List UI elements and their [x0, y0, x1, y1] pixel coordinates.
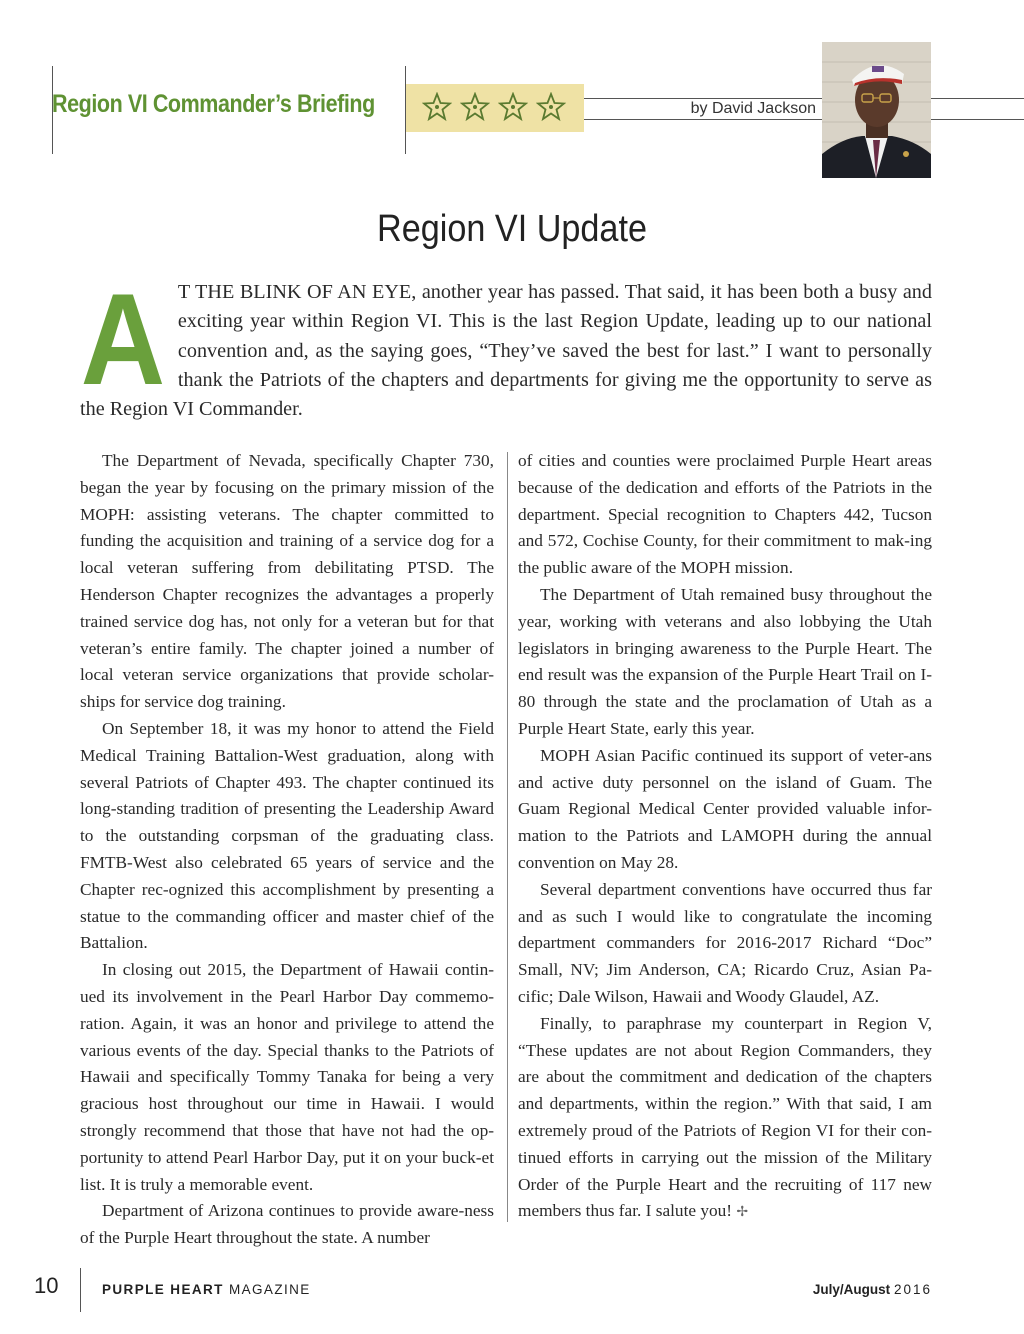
- body-paragraph: Several department conventions have occurred thus far and as such I would like to congratulate the incoming department commanders for 2016-2017 Richard “Doc” Small, NV; Jim Anderson, CA; Ricardo Cruz, Asian Pa-cific; Dale Wilson, Hawaii and Woody Glaudel, AZ.: [518, 879, 932, 1006]
- body-paragraph: On September 18, it was my honor to attend the Field Medical Training Battalion-West graduation, along with several Patriots of Chapter 493. The chapter continued its long-standing tradition of presenting the Leadership Award to the outstanding corpsman of the graduating class. FMTB-West also celebrated 65 years of service and the Chapter rec-ognized this accomplishment by presenting a statue to the commanding officer and master chief of the Battalion.: [80, 718, 494, 953]
- drop-cap: A: [80, 266, 166, 412]
- body-paragraph: In closing out 2015, the Department of Hawaii contin-ued its involvement in the Pearl Harbor Day commemo-ration. Again, it was an honor and privilege to attend the various events of the day. Special thanks to the Patriots of Hawaii and specifically Tommy Tanaka for being a very gracious host throughout our time in Hawaii. I would strongly recommend that those that have not had the op-portunity to attend Pearl Harbor Day, put it on your buck-et list. It is truly a memorable event.: [80, 960, 494, 1194]
- closing-text: Finally, to paraphrase my counterpart in Region V, “These updates are not about Region Commanders, they are about the commitment and dedication of the chapters and departments, within the region.” With that said, I am extremely proud of the Patriots of Region VI for their con-tinued efforts in carrying out the mission of the Military Order of the Purple Heart and the recruiting of 117 new members thus far. I salute you!: [518, 1013, 932, 1221]
- issue-months: July/August: [812, 1282, 891, 1297]
- header-top-rule: [584, 98, 822, 99]
- section-title: Region VI Commander’s Briefing: [52, 90, 375, 118]
- star-outline-icon: [536, 92, 566, 122]
- star-band: [406, 84, 584, 132]
- right-column: [518, 448, 932, 1227]
- column-divider: [507, 452, 508, 1222]
- body-paragraph: The Department of Nevada, specifically Chapter 730, began the year by focusing on the primary mission of the MOPH: assisting veterans. The chapter committed to funding the acquisition and training of a service dog for a local veteran suffering from debilitating PTSD. The Henderson Chapter recognizes the advantages a properly trained service dog has, not only for a veteran but for that veteran’s entire family. The chapter joined a number of local veteran service organizations that provide scholar-ships for service dog training.: [80, 451, 494, 712]
- star-outline-icon: [422, 92, 452, 122]
- closing-paragraph: [518, 1011, 932, 1227]
- star-outline-icon: [498, 92, 528, 122]
- author-portrait-image: [822, 42, 931, 178]
- left-column: [80, 448, 494, 1252]
- lead-paragraph: [80, 266, 932, 424]
- header-right-bottom-rule: [931, 119, 1024, 120]
- magazine-name-bold: PURPLE HEART: [102, 1282, 224, 1297]
- magazine-name: [102, 1282, 311, 1297]
- end-mark-icon: ✢: [736, 1205, 749, 1221]
- body-paragraph-continuation: of cities and counties were proclaimed Purple Heart areas because of the dedication and efforts of the Patriots in the department. Special recognition to Chapters 442, Tucson and 572, Cochise County, for their commitment to mak-ing the public aware of the MOPH mission.: [518, 451, 932, 578]
- body-paragraph: The Department of Utah remained busy throughout the year, working with veterans and also lobbying the Utah legislators in bringing awareness to the Purple Heart. The end result was the expansion of the Purple Heart Trail on I-80 through the state and the proclamation of Utah as a Purple Heart State, early this year.: [518, 584, 932, 738]
- header-bottom-rule: [584, 119, 822, 120]
- issue-year: 2016: [893, 1282, 932, 1297]
- issue-date: [813, 1282, 932, 1297]
- footer-divider: [80, 1268, 81, 1312]
- page-number: 10: [34, 1273, 59, 1298]
- header-right-top-rule: [931, 98, 1024, 99]
- body-paragraph: MOPH Asian Pacific continued its support of veter-ans and active duty personnel on the island of Guam. The Guam Regional Medical Center provided valuable infor-mation to the Patriots and LAMOPH during the annual convention on May 28.: [518, 745, 932, 872]
- body-paragraph: Department of Arizona continues to provide aware-ness of the Purple Heart throughout the state. A number: [80, 1201, 494, 1248]
- author-photo: [822, 42, 931, 178]
- byline: by David Jackson: [690, 100, 816, 117]
- star-outline-icon: [460, 92, 490, 122]
- lead-text: T THE BLINK OF AN EYE, another year has passed. That said, it has been both a busy and exciting year within Region VI. This is the last Region Update, leading up to our national convention and, as the saying goes, “They’ve saved the best for last.” I want to personally thank the Patriots of the chapters and departments for giving me the opportunity to serve as the Region VI Commander.: [80, 281, 932, 421]
- magazine-name-rest: MAGAZINE: [228, 1282, 311, 1297]
- article-headline: Region VI Update: [377, 208, 647, 250]
